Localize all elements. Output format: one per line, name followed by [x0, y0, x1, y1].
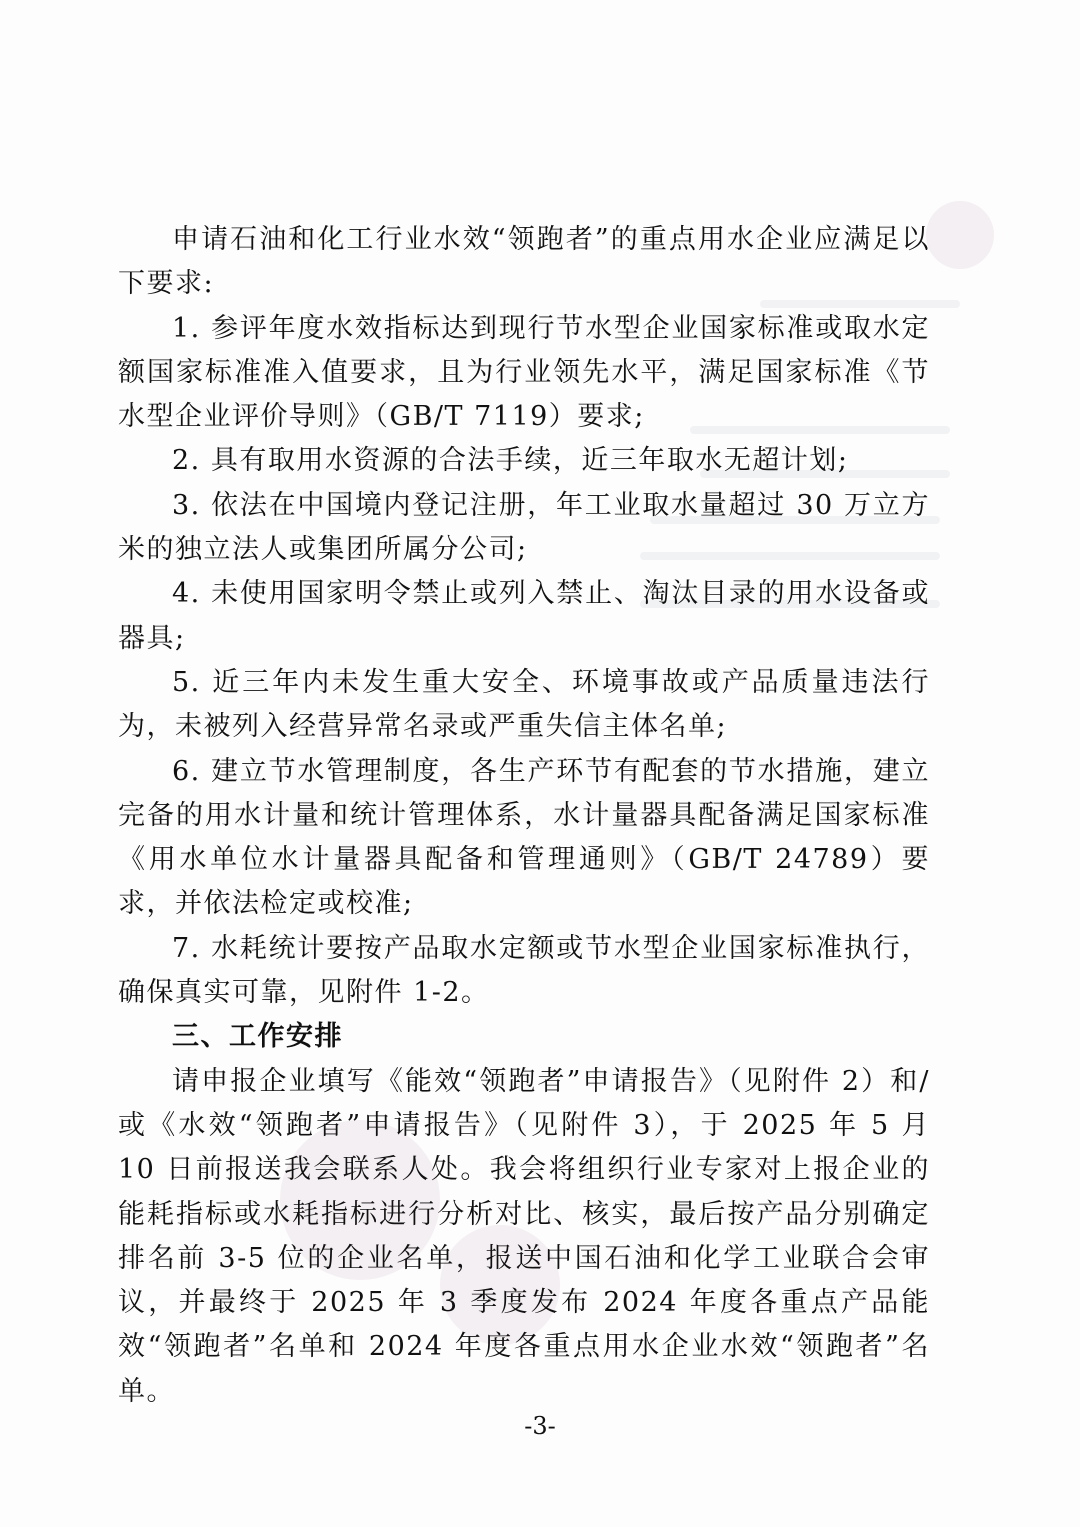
requirement-item-4: 4. 未使用国家明令禁止或列入禁止、淘汰目录的用水设备或器具; — [118, 578, 930, 654]
section-heading: 三、工作安排 — [172, 1021, 343, 1053]
intro-paragraph: 申请石油和化工行业水效“领跑者”的重点用水企业应满足以下要求: — [118, 224, 930, 300]
requirement-item-3: 3. 依法在中国境内登记注册，年工业取水量超过 30 万立方米的独立法人或集团所属分公司; — [118, 489, 930, 566]
requirement-item-5: 5. 近三年内未发生重大安全、环境事故或产品质量违法行为，未被列入经营异常名录或严重失信主体名单; — [118, 666, 930, 743]
requirement-item-2: 2. 具有取用水资源的合法手续，近三年取水无超计划; — [172, 445, 849, 477]
requirement-item-1: 1. 参评年度水效指标达到现行节水型企业国家标准或取水定额国家标准准入值要求，且为行业领先水平，满足国家标准《节水型企业评价导则》（GB/T 7119）要求; — [118, 312, 930, 433]
requirement-item-6: 6. 建立节水管理制度，各生产环节有配套的节水措施，建立完备的用水计量和统计管理体系，水计量器具配备满足国家标准《用水单位水计量器具配备和管理通则》（GB/T 24789）要求，并依法检定或校准; — [118, 755, 930, 920]
document-body — [118, 218, 930, 1414]
page-number: -3- — [524, 1412, 556, 1440]
requirement-item-7: 7. 水耗统计要按产品取水定额或节水型企业国家标准执行，确保真实可靠，见附件 1-2。 — [118, 932, 930, 1009]
arrangement-paragraph: 请申报企业填写《能效“领跑者”申请报告》（见附件 2）和/或《水效“领跑者”申请报告》（见附件 3），于 2025 年 5 月 10 日前报送我会联系人处。我会将组织行业专家对上报企业的能耗指标或水耗指标进行分析对比、核实，最后按产品分别确定排名前 3-5 位的企业名单，报送中国石油和化学工业联合会审议，并最终于 2025 年 3 季度发布 2024 年度各重点产品能效“领跑者”名单和 2024 年度各重点用水企业水效“领跑者”名单。 — [118, 1065, 930, 1407]
